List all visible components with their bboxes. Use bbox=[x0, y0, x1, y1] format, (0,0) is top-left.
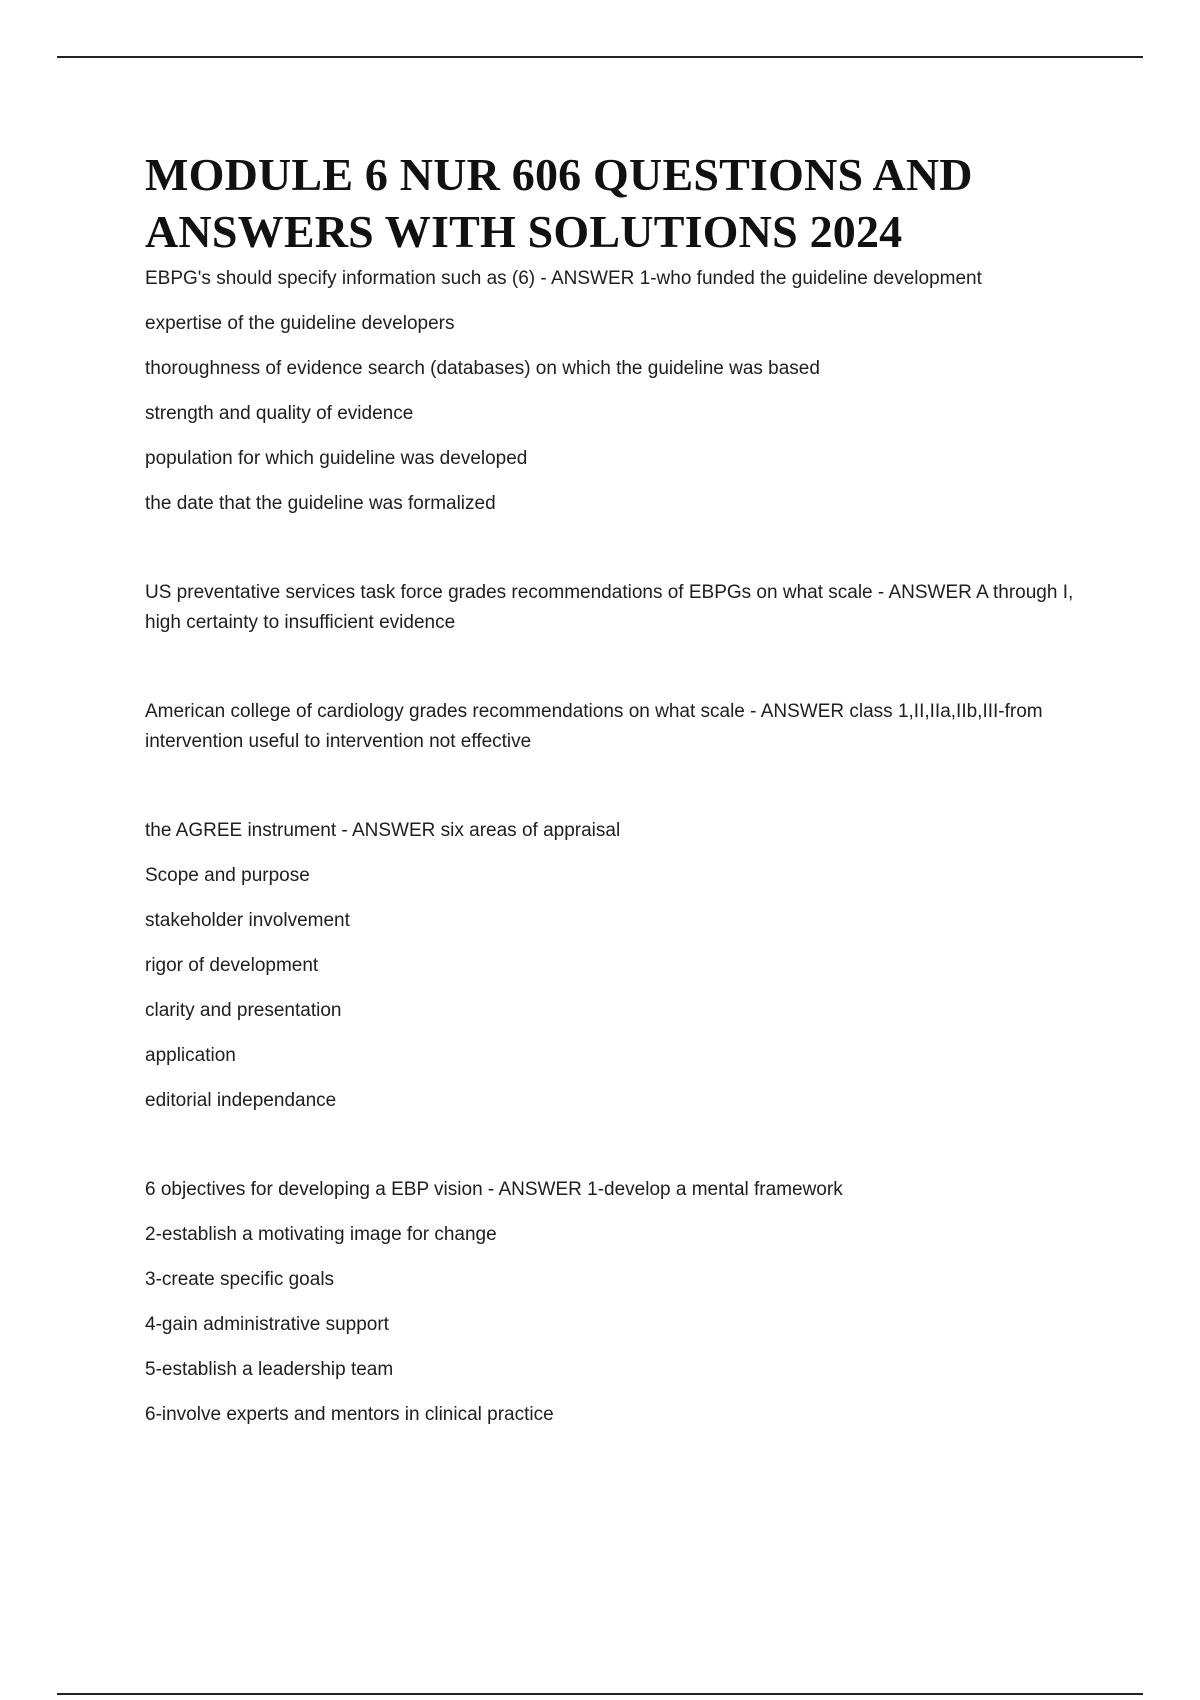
answer-line: 5-establish a leadership team bbox=[145, 1359, 394, 1380]
section-spacer bbox=[145, 1131, 1105, 1175]
document-body bbox=[145, 146, 1105, 1445]
section-spacer bbox=[145, 534, 1105, 578]
section-spacer bbox=[145, 653, 1105, 697]
title-line-1: MODULE 6 NUR 606 QUESTIONS AND bbox=[145, 149, 973, 200]
section-spacer bbox=[145, 772, 1105, 816]
qa-section-agree-instrument bbox=[145, 816, 1105, 1116]
answer-line: 4-gain administrative support bbox=[145, 1314, 389, 1335]
question-line: the AGREE instrument - ANSWER six areas of appraisal bbox=[145, 820, 621, 841]
question-line: EBPG's should specify information such as (6) - ANSWER 1-who funded the guideline development bbox=[145, 268, 982, 289]
bottom-divider bbox=[57, 1693, 1143, 1695]
question-line: American college of cardiology grades recommendations on what scale - ANSWER class 1,II,IIa,IIb,III-from intervention useful to intervention not effective bbox=[145, 701, 1043, 752]
top-divider bbox=[57, 56, 1143, 58]
answer-line: stakeholder involvement bbox=[145, 910, 350, 931]
answer-line: population for which guideline was developed bbox=[145, 448, 528, 469]
answer-line: strength and quality of evidence bbox=[145, 403, 414, 424]
answer-line: editorial independance bbox=[145, 1090, 337, 1111]
answer-line: Scope and purpose bbox=[145, 865, 310, 886]
document-title bbox=[145, 146, 1105, 260]
qa-section-ebpg-information bbox=[145, 264, 1105, 519]
answer-line: expertise of the guideline developers bbox=[145, 313, 455, 334]
answer-line: the date that the guideline was formalized bbox=[145, 493, 496, 514]
question-line: 6 objectives for developing a EBP vision - ANSWER 1-develop a mental framework bbox=[145, 1179, 843, 1200]
qa-section-ebp-vision-objectives bbox=[145, 1175, 1105, 1430]
qa-section-acc-scale bbox=[145, 697, 1105, 757]
title-line-2: ANSWERS WITH SOLUTIONS 2024 bbox=[145, 206, 903, 257]
answer-line: rigor of development bbox=[145, 955, 319, 976]
answer-line: application bbox=[145, 1045, 236, 1066]
answer-line: 2-establish a motivating image for change bbox=[145, 1224, 497, 1245]
answer-line: thoroughness of evidence search (databases) on which the guideline was based bbox=[145, 358, 820, 379]
answer-line: clarity and presentation bbox=[145, 1000, 342, 1021]
answer-line: 3-create specific goals bbox=[145, 1269, 335, 1290]
question-line: US preventative services task force grades recommendations of EBPGs on what scale - ANSWER A through I, high certainty to insufficient evidence bbox=[145, 582, 1074, 633]
answer-line: 6-involve experts and mentors in clinical practice bbox=[145, 1404, 554, 1425]
qa-section-uspstf-scale bbox=[145, 578, 1105, 638]
